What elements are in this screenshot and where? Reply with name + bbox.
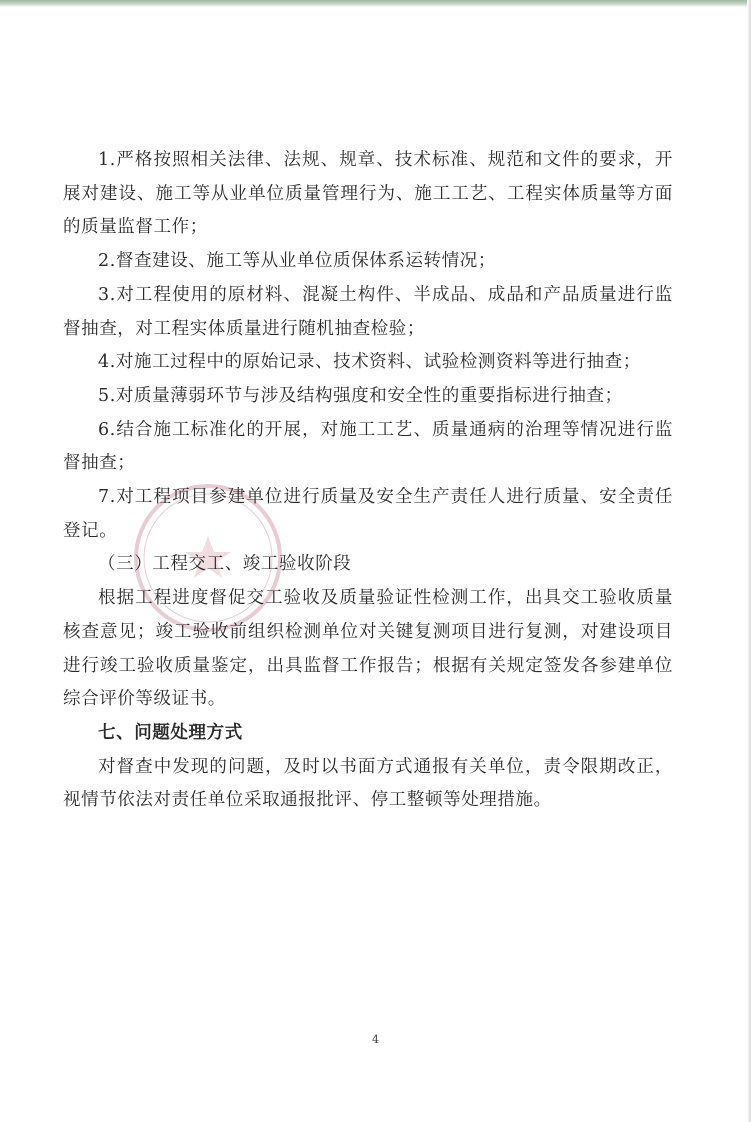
scan-top-edge xyxy=(0,0,751,7)
scan-right-edge xyxy=(747,0,751,1122)
paragraph-item-7: 7.对工程项目参建单位进行质量及安全生产责任人进行质量、安全责任登记。 xyxy=(63,487,673,541)
document-body xyxy=(63,144,673,818)
paragraph-item-2: 2.督查建设、施工等从业单位质保体系运转情况； xyxy=(98,251,496,272)
paragraph-item-1: 1.严格按照相关法律、法规、规章、技术标准、规范和文件的要求，开展对建设、施工等从业单位质量管理行为、施工工艺、工程实体质量等方面的质量监督工作； xyxy=(63,150,673,238)
page-number: 4 xyxy=(372,1033,379,1046)
subsection-heading: （三）工程交工、竣工验收阶段 xyxy=(98,554,352,575)
section-heading: 七、问题处理方式 xyxy=(98,722,243,743)
paragraph-item-6: 6.结合施工标准化的开展，对施工工艺、质量通病的治理等情况进行监督抽查； xyxy=(63,419,673,474)
paragraph-acceptance: 根据工程进度督促交工验收及质量验证性检测工作，出具交工验收质量核查意见；竣工验收前组织检测单位对关键复测项目进行复测，对建设项目进行竣工验收质量鉴定，出具监督工作报告；根据有关规定签发各参建单位综合评价等级证书。 xyxy=(63,588,673,710)
paragraph-item-3: 3.对工程使用的原材料、混凝土构件、半成品、成品和产品质量进行监督抽查，对工程实体质量进行随机抽查检验； xyxy=(63,284,673,339)
paragraph-item-4: 4.对施工过程中的原始记录、技术资料、试验检测资料等进行抽查； xyxy=(98,352,641,373)
paragraph-closing: 对督查中发现的问题，及时以书面方式通报有关单位，责令限期改正，视情节依法对责任单位采取通报批评、停工整顿等处理措施。 xyxy=(63,756,673,811)
paragraph-item-5: 5.对质量薄弱环节与涉及结构强度和安全性的重要指标进行抽查； xyxy=(98,385,623,406)
